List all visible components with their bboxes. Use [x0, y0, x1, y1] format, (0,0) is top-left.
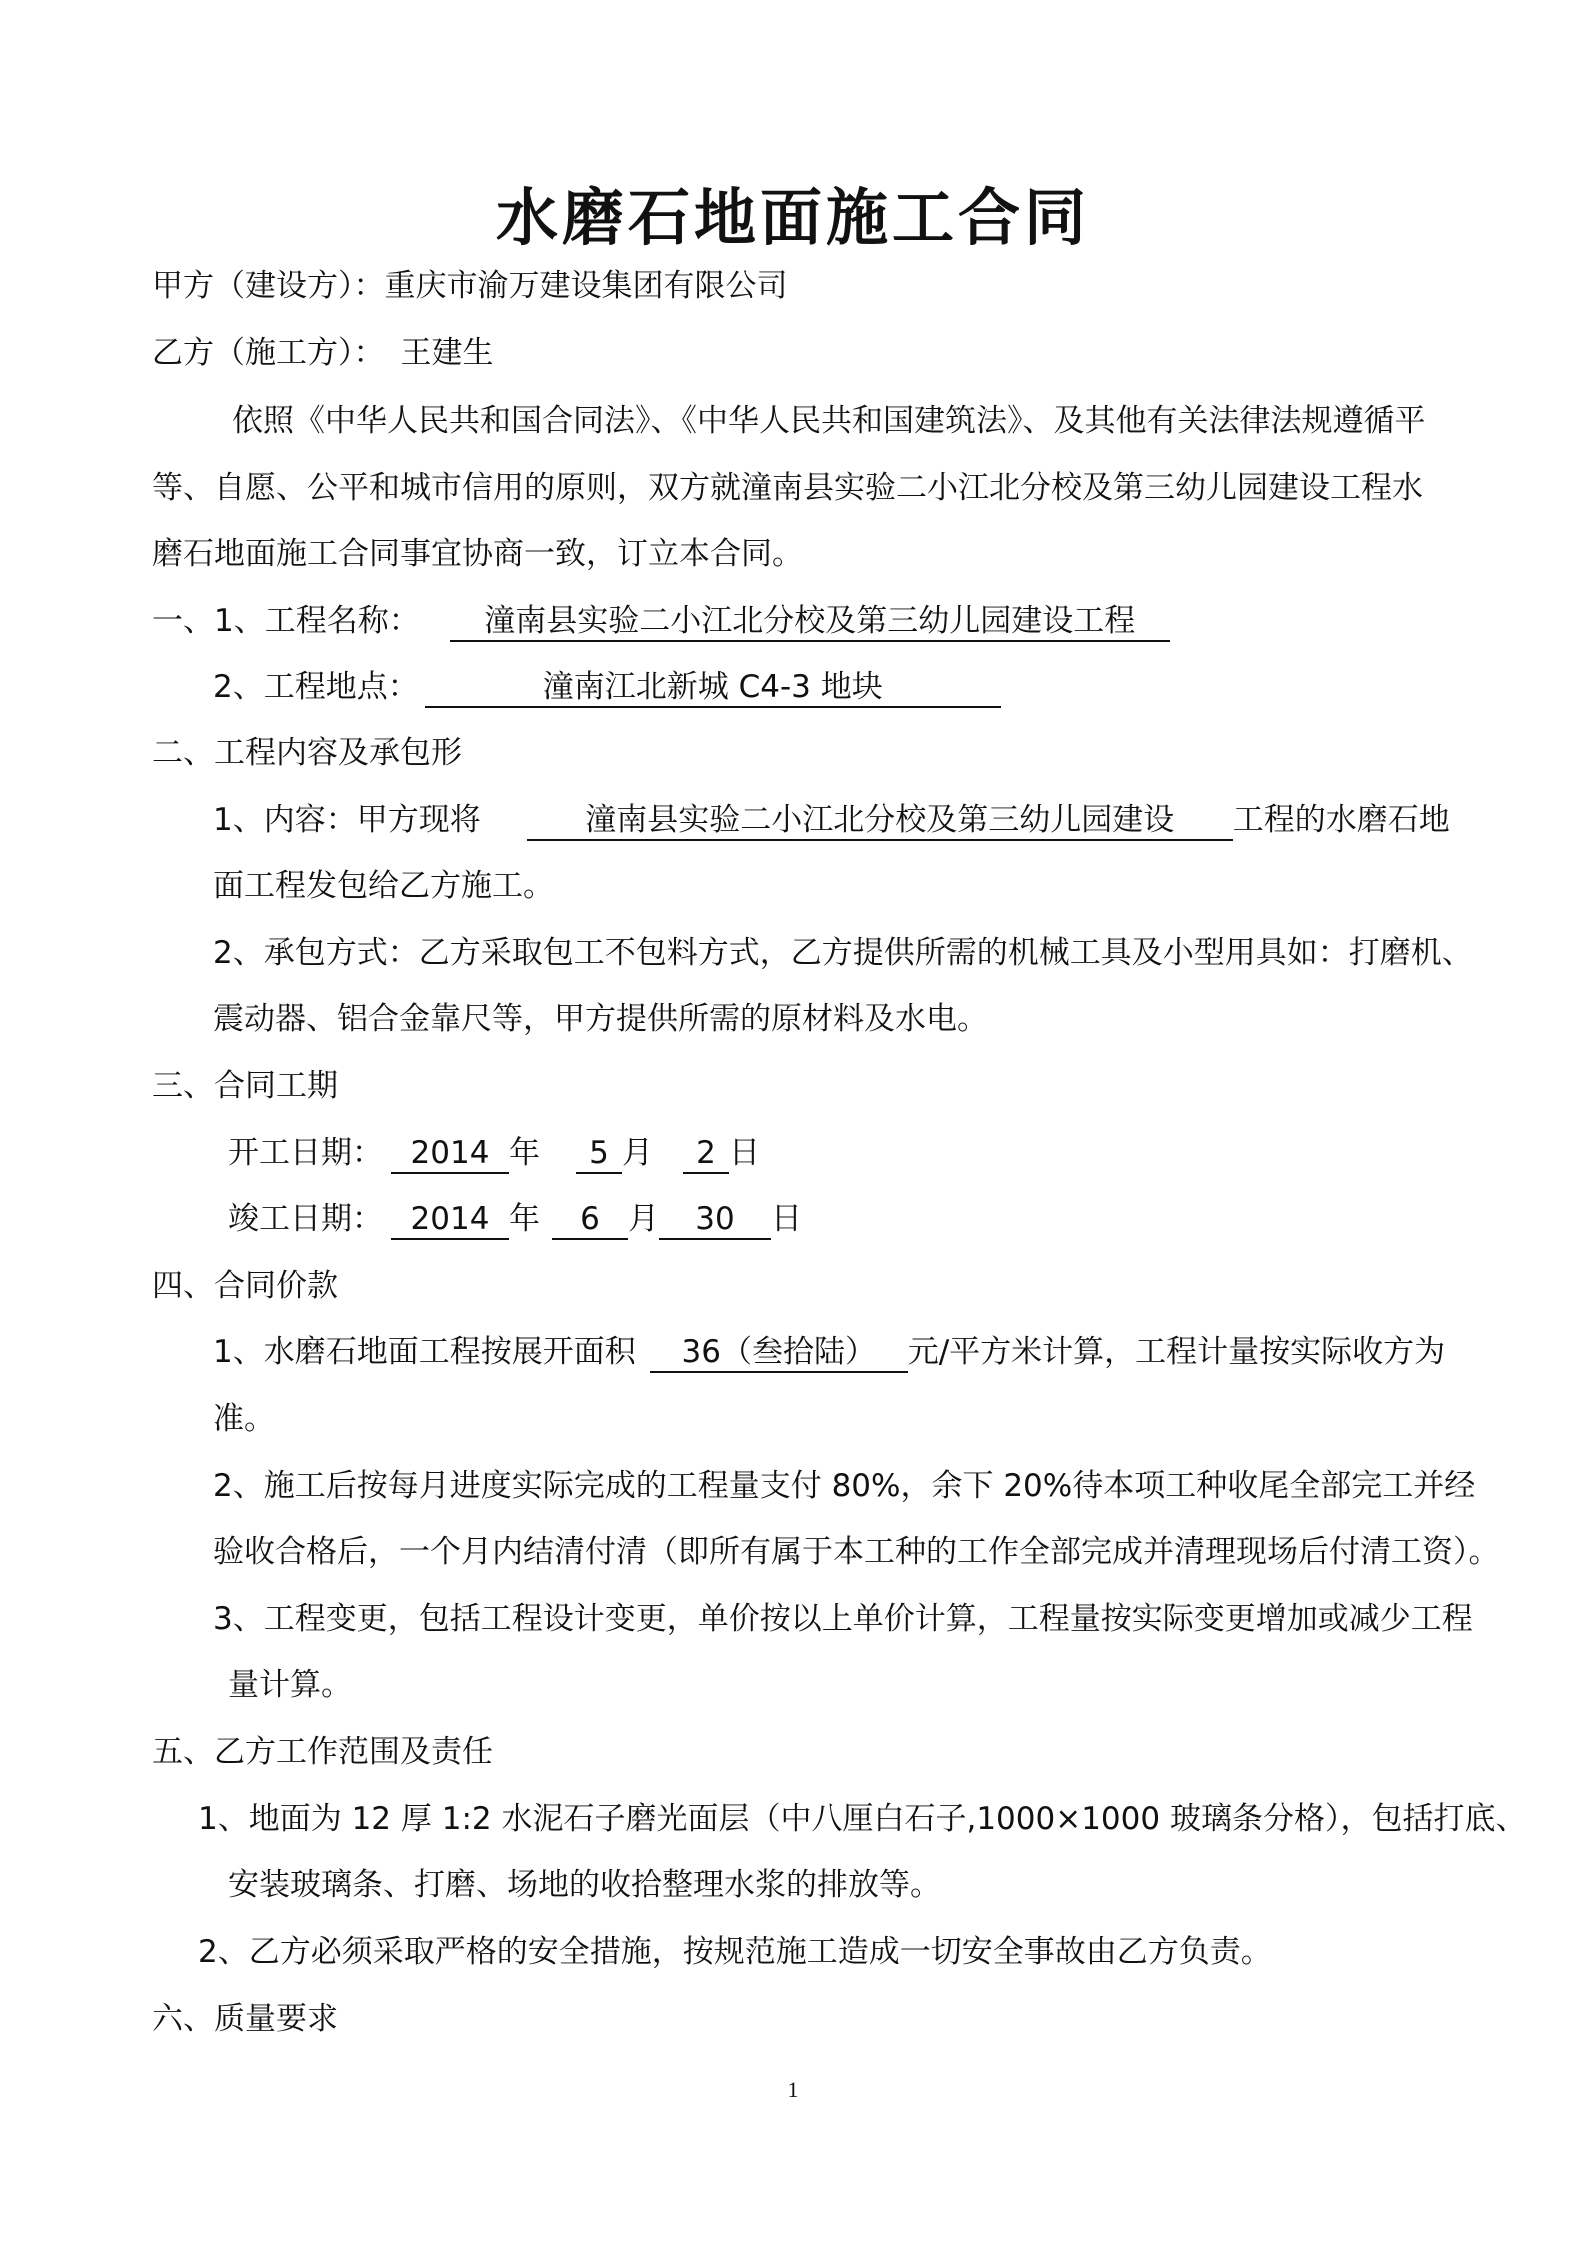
project-name-line	[152, 601, 1170, 641]
start-year: 2014	[391, 1134, 509, 1174]
section-3-heading: 三、合同工期	[152, 1068, 338, 1104]
section-6-heading: 六、质量要求	[152, 2001, 338, 2037]
party-a-line	[152, 266, 788, 306]
end-date-line	[228, 1199, 802, 1239]
contract-mode-line-1: 2、承包方式：乙方采取包工不包料方式，乙方提供所需的机械工具及小型用具如：打磨机、	[213, 935, 1473, 971]
change-line-1: 3、工程变更，包括工程设计变更，单价按以上单价计算，工程量按实际变更增加或减少工程	[213, 1601, 1473, 1637]
end-month-unit: 月	[628, 1201, 659, 1237]
safety-line: 2、乙方必须采取严格的安全措施，按规范施工造成一切安全事故由乙方负责。	[198, 1934, 1272, 1970]
end-day: 30	[659, 1200, 771, 1240]
price-prefix: 1、水磨石地面工程按展开面积	[213, 1334, 636, 1370]
page-number: 1	[787, 2077, 799, 2102]
start-day: 2	[683, 1134, 729, 1174]
start-date-label: 开工日期：	[228, 1135, 383, 1171]
end-date-label: 竣工日期：	[228, 1201, 383, 1237]
content-line-1	[213, 800, 1450, 840]
project-name-label: 一、1、工程名称：	[152, 603, 420, 639]
payment-line-2: 验收合格后，一个月内结清付清（即所有属于本工种的工作全部完成并清理现场后付清工资）。	[213, 1534, 1500, 1570]
price-line-2: 准。	[213, 1401, 275, 1437]
unit-price-value: 36（叁拾陆）	[650, 1333, 908, 1373]
start-day-unit: 日	[729, 1135, 760, 1171]
project-location-value: 潼南江北新城 C4-3 地块	[425, 668, 1001, 708]
end-year-unit: 年	[509, 1201, 540, 1237]
project-name-value: 潼南县实验二小江北分校及第三幼儿园建设工程	[450, 602, 1170, 642]
preamble-line-1: 依照《中华人民共和国合同法》、《中华人民共和国建筑法》、及其他有关法律法规遵循平	[232, 403, 1426, 439]
party-a-value: 重庆市渝万建设集团有限公司	[384, 268, 788, 304]
content-line-2: 面工程发包给乙方施工。	[213, 868, 554, 904]
scope-line-2: 安装玻璃条、打磨、场地的收拾整理水浆的排放等。	[228, 1867, 941, 1903]
document-title: 水磨石地面施工合同	[495, 181, 1090, 254]
start-date-line	[228, 1133, 760, 1173]
end-day-unit: 日	[771, 1201, 802, 1237]
price-line-1	[213, 1332, 1445, 1372]
content-prefix: 1、内容：甲方现将	[213, 802, 481, 838]
start-month: 5	[576, 1134, 622, 1174]
price-suffix: 元/平方米计算，工程计量按实际收方为	[907, 1334, 1446, 1370]
change-line-2: 量计算。	[228, 1667, 352, 1703]
end-year: 2014	[391, 1200, 509, 1240]
section-2-heading: 二、工程内容及承包形	[152, 735, 462, 771]
preamble-line-2: 等、自愿、公平和城市信用的原则，双方就潼南县实验二小江北分校及第三幼儿园建设工程水	[152, 470, 1423, 506]
project-location-line	[213, 667, 1001, 707]
content-project-value: 潼南县实验二小江北分校及第三幼儿园建设	[527, 801, 1233, 841]
content-suffix: 工程的水磨石地	[1232, 802, 1450, 838]
end-month: 6	[552, 1200, 628, 1240]
payment-line-1: 2、施工后按每月进度实际完成的工程量支付 80%，余下 20%待本项工种收尾全部完工并经	[213, 1468, 1476, 1504]
contract-mode-line-2: 震动器、铝合金靠尺等，甲方提供所需的原材料及水电。	[213, 1001, 988, 1037]
party-a-label: 甲方（建设方）：	[152, 268, 385, 304]
party-b-line	[152, 333, 494, 373]
start-month-unit: 月	[622, 1135, 653, 1171]
party-b-value: 王建生	[400, 335, 494, 371]
scope-line-1: 1、地面为 12 厚 1:2 水泥石子磨光面层（中八厘白石子,1000×1000 玻璃条分格），包括打底、	[198, 1801, 1527, 1837]
section-4-heading: 四、合同价款	[152, 1268, 338, 1304]
preamble-line-3: 磨石地面施工合同事宜协商一致，订立本合同。	[152, 536, 803, 572]
section-5-heading: 五、乙方工作范围及责任	[152, 1734, 493, 1770]
party-b-label: 乙方（施工方）：	[152, 335, 385, 371]
project-location-label: 2、工程地点：	[213, 669, 419, 705]
start-year-unit: 年	[509, 1135, 540, 1171]
